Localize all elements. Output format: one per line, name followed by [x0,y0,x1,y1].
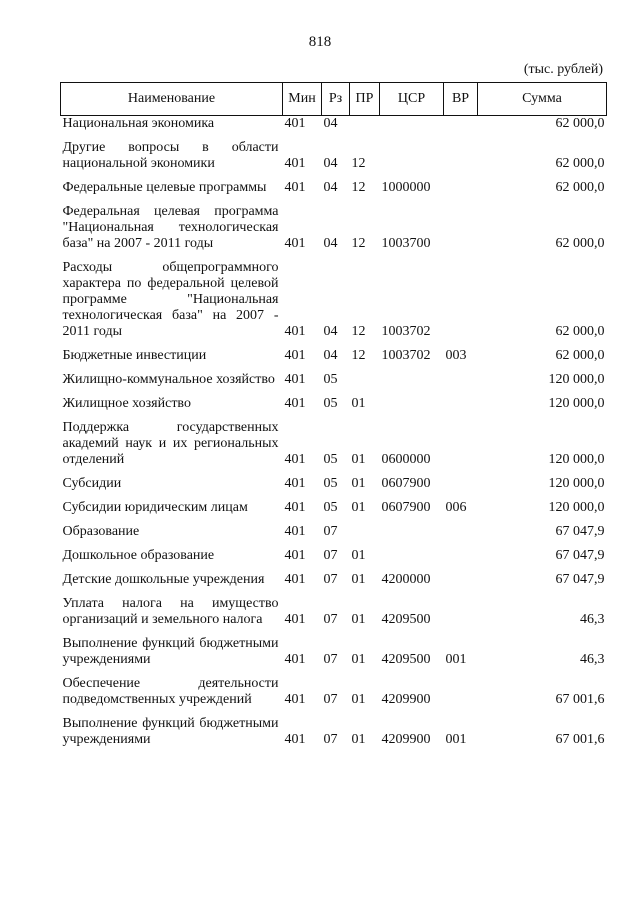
cell-min: 401 [284,548,306,563]
cell-min: 401 [284,180,306,195]
cell-pr [350,524,380,540]
cell-name: Поддержка государственных академий наук и их региональных отделений [62,420,279,467]
cell-sum: 62 000,0 [555,180,605,195]
row-spacer [61,172,607,180]
cell-pr: 01 [351,500,366,515]
page-number: 818 [308,34,332,50]
row-spacer [61,196,607,204]
cell-min: 401 [284,572,306,587]
cell-csr: 1003700 [381,236,431,251]
cell-csr: 4209500 [381,612,431,627]
cell-sum: 62 000,0 [555,236,605,251]
cell-min: 401 [284,156,306,171]
cell-csr: 1000000 [381,180,431,195]
table-row [61,596,607,628]
cell-min: 401 [284,324,306,339]
row-spacer [61,340,607,348]
table-row [61,524,607,540]
row-spacer-cell [61,708,607,716]
cell-rz: 07 [323,572,338,587]
cell-pr: 12 [351,236,366,251]
cell-name: Субсидии [62,476,122,491]
row-spacer [61,364,607,372]
cell-pr: 12 [351,348,366,363]
cell-sum: 62 000,0 [555,348,605,363]
row-spacer [61,516,607,524]
cell-min: 401 [284,116,306,131]
cell-sum: 120 000,0 [548,476,605,491]
row-spacer-cell [61,132,607,140]
cell-name: Федеральная целевая программа "Национальная технологическая база" на 2007 - 2011 годы [62,204,279,251]
cell-csr: 0607900 [381,476,431,491]
cell-vr [444,476,478,492]
cell-pr [350,116,380,133]
cell-rz: 05 [323,372,338,387]
cell-rz: 07 [323,692,338,707]
header-pr: ПР [350,83,380,116]
cell-vr [444,676,478,708]
table-row [61,396,607,412]
cell-sum: 46,3 [580,612,605,627]
header-sum: Сумма [478,83,607,116]
cell-pr: 01 [351,396,366,411]
cell-name: Выполнение функций бюджетными учреждениями [62,716,279,747]
row-spacer-cell [61,412,607,420]
row-spacer-cell [61,668,607,676]
cell-name: Выполнение функций бюджетными учреждениями [62,636,279,667]
row-spacer [61,540,607,548]
cell-name: Бюджетные инвестиции [62,348,207,363]
cell-rz: 07 [323,548,338,563]
cell-name: Образование [62,524,140,539]
units-label: (тыс. рублей) [523,62,603,77]
table-row [61,348,607,364]
cell-sum: 62 000,0 [555,156,605,171]
cell-name: Расходы общепрограммного характера по федеральной целевой программе "Национальная технологическая база" на 2007 - 2011 годы [62,260,279,339]
cell-min: 401 [284,236,306,251]
cell-csr: 1003702 [381,348,431,363]
table-row [61,372,607,388]
table-row [61,572,607,588]
table-row [61,140,607,172]
cell-vr [444,204,478,252]
cell-min: 401 [284,732,306,747]
row-spacer [61,708,607,716]
row-spacer-cell [61,628,607,636]
cell-min: 401 [284,612,306,627]
cell-vr: 003 [445,348,467,363]
cell-vr [444,420,478,468]
cell-vr [444,596,478,628]
row-spacer-cell [61,588,607,596]
row-spacer [61,564,607,572]
cell-rz: 07 [323,732,338,747]
cell-name: Жилищное хозяйство [62,396,191,411]
cell-rz: 04 [323,116,338,131]
row-spacer [61,132,607,140]
row-spacer [61,468,607,476]
cell-name: Дошкольное образование [62,548,215,563]
cell-min: 401 [284,692,306,707]
table-row [61,500,607,516]
cell-name: Федеральные целевые программы [62,180,267,195]
row-spacer [61,412,607,420]
table-body [61,116,607,749]
header-rz: Рз [322,83,350,116]
cell-csr: 1003702 [381,324,431,339]
header-min: Мин [283,83,322,116]
cell-csr: 4209900 [381,732,431,747]
row-spacer-cell [61,388,607,396]
cell-name: Уплата налога на имущество организаций и земельного налога [62,596,279,627]
table-row [61,204,607,252]
cell-sum: 120 000,0 [548,372,605,387]
cell-csr: 0600000 [381,452,431,467]
cell-csr: 4209900 [381,692,431,707]
cell-csr: 0607900 [381,500,431,515]
cell-pr: 01 [351,476,366,491]
cell-pr: 01 [351,692,366,707]
row-spacer-cell [61,364,607,372]
cell-rz: 04 [323,156,338,171]
row-spacer [61,668,607,676]
row-spacer-cell [61,492,607,500]
cell-sum: 120 000,0 [548,500,605,515]
table-row [61,548,607,564]
row-spacer [61,588,607,596]
cell-sum: 46,3 [580,652,605,667]
cell-pr: 01 [351,732,366,747]
cell-rz: 07 [323,652,338,667]
cell-name: Детские дошкольные учреждения [62,572,265,587]
row-spacer-cell [61,564,607,572]
cell-csr [380,116,444,133]
cell-sum: 67 047,9 [555,524,605,539]
row-spacer-cell [61,172,607,180]
budget-table-container [60,82,606,748]
cell-rz: 05 [323,476,338,491]
cell-csr: 4209500 [381,652,431,667]
row-spacer-cell [61,468,607,476]
cell-name: Другие вопросы в области национальной экономики [62,140,279,171]
cell-rz: 04 [323,348,338,363]
cell-sum: 62 000,0 [555,116,605,131]
cell-min: 401 [284,372,306,387]
cell-sum: 120 000,0 [548,452,605,467]
cell-vr: 001 [445,652,467,667]
cell-csr [380,524,444,540]
row-spacer [61,628,607,636]
table-row [61,116,607,133]
row-spacer-cell [61,252,607,260]
cell-sum: 120 000,0 [548,396,605,411]
cell-name: Жилищно-коммунальное хозяйство [62,372,275,387]
cell-pr: 12 [351,324,366,339]
row-spacer-cell [61,540,607,548]
cell-vr [444,180,478,196]
budget-table [60,82,607,748]
cell-sum: 67 047,9 [555,548,605,563]
header-csr: ЦСР [380,83,444,116]
cell-sum: 67 001,6 [555,732,605,747]
header-name: Наименование [61,83,283,116]
cell-min: 401 [284,396,306,411]
cell-vr [444,548,478,564]
cell-min: 401 [284,348,306,363]
cell-csr [380,396,444,412]
header-vr: ВР [444,83,478,116]
cell-rz: 07 [323,612,338,627]
cell-vr [444,116,478,133]
table-row [61,636,607,668]
row-spacer [61,388,607,396]
cell-rz: 04 [323,324,338,339]
cell-sum: 67 047,9 [555,572,605,587]
cell-vr [444,396,478,412]
cell-rz: 05 [323,396,338,411]
cell-rz: 04 [323,180,338,195]
cell-min: 401 [284,452,306,467]
row-spacer [61,252,607,260]
row-spacer-cell [61,516,607,524]
table-row [61,180,607,196]
cell-vr [444,140,478,172]
cell-vr [444,260,478,340]
cell-name: Обеспечение деятельности подведомственных учреждений [62,676,279,707]
cell-pr: 01 [351,452,366,467]
cell-rz: 05 [323,500,338,515]
table-header-row [61,83,607,116]
cell-pr: 01 [351,572,366,587]
cell-pr [350,372,380,388]
cell-csr [380,372,444,388]
cell-min: 401 [284,476,306,491]
row-spacer-cell [61,196,607,204]
table-row [61,420,607,468]
table-row [61,716,607,748]
cell-csr: 4200000 [381,572,431,587]
cell-pr: 12 [351,180,366,195]
table-row [61,260,607,340]
cell-min: 401 [284,524,306,539]
cell-pr: 01 [351,612,366,627]
row-spacer [61,492,607,500]
cell-vr [444,572,478,588]
cell-vr [444,524,478,540]
cell-pr: 01 [351,652,366,667]
cell-csr [380,548,444,564]
cell-name: Национальная экономика [62,116,215,131]
cell-vr [444,372,478,388]
cell-rz: 07 [323,524,338,539]
table-row [61,676,607,708]
cell-rz: 05 [323,452,338,467]
cell-min: 401 [284,652,306,667]
table-row [61,476,607,492]
cell-pr: 01 [351,548,366,563]
cell-vr: 006 [445,500,467,515]
cell-sum: 67 001,6 [555,692,605,707]
cell-vr: 001 [445,732,467,747]
cell-name: Субсидии юридическим лицам [62,500,248,515]
cell-csr [380,140,444,172]
cell-sum: 62 000,0 [555,324,605,339]
row-spacer-cell [61,340,607,348]
cell-rz: 04 [323,236,338,251]
cell-pr: 12 [351,156,366,171]
cell-min: 401 [284,500,306,515]
